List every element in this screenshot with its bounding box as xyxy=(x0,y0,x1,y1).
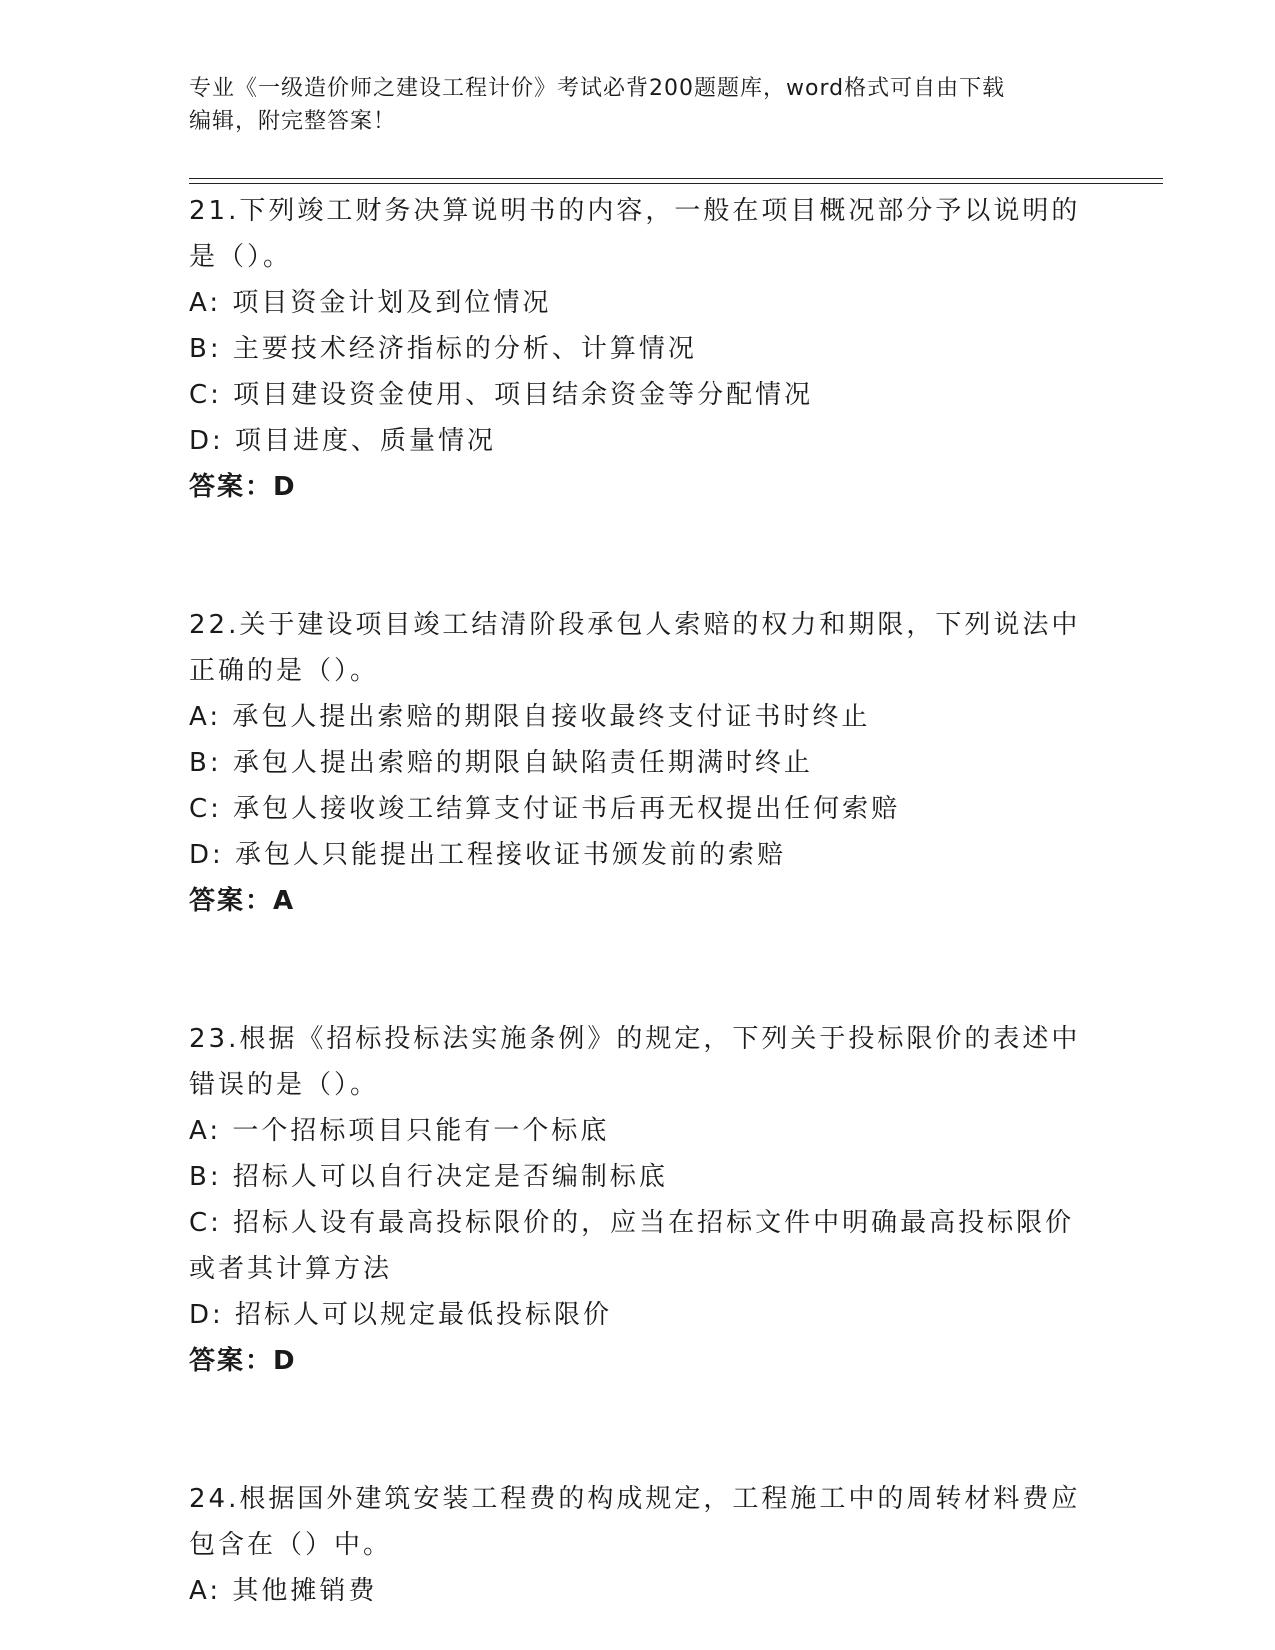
question-stem: 22.关于建设项目竣工结清阶段承包人索赔的权力和期限，下列说法中 xyxy=(189,610,1081,640)
question-stem-cont: 正确的是（）。 xyxy=(189,656,380,686)
option-a: A: 一个招标项目只能有一个标底 xyxy=(189,1116,610,1146)
question-stem: 21.下列竣工财务决算说明书的内容，一般在项目概况部分予以说明的 xyxy=(189,196,1081,226)
option-b: B: 承包人提出索赔的期限自缺陷责任期满时终止 xyxy=(189,748,813,778)
option-a: A: 其他摊销费 xyxy=(189,1576,378,1606)
question-list xyxy=(189,188,1089,1614)
option-a: A: 项目资金计划及到位情况 xyxy=(189,288,552,318)
question-23 xyxy=(189,1016,1089,1384)
question-22 xyxy=(189,602,1089,924)
option-d: D: 承包人只能提出工程接收证书颁发前的索赔 xyxy=(189,840,787,870)
option-d: D: 项目进度、质量情况 xyxy=(189,426,497,456)
question-stem-cont: 是（）。 xyxy=(189,242,293,272)
question-stem: 24.根据国外建筑安装工程费的构成规定，工程施工中的周转材料费应 xyxy=(189,1484,1081,1514)
header-line-2: 编辑，附完整答案！ xyxy=(189,109,397,134)
question-stem-cont: 包含在（）中。 xyxy=(189,1530,393,1560)
answer: 答案：A xyxy=(189,886,296,916)
question-24 xyxy=(189,1476,1089,1614)
question-stem: 23.根据《招标投标法实施条例》的规定，下列关于投标限价的表述中 xyxy=(189,1024,1081,1054)
option-c-cont: 或者其计算方法 xyxy=(189,1254,393,1284)
option-c: C: 招标人设有最高投标限价的，应当在招标文件中明确最高投标限价 xyxy=(189,1208,1075,1238)
question-21 xyxy=(189,188,1089,510)
option-c: C: 项目建设资金使用、项目结余资金等分配情况 xyxy=(189,380,814,410)
question-stem-cont: 错误的是（）。 xyxy=(189,1070,380,1100)
option-c: C: 承包人接收竣工结算支付证书后再无权提出任何索赔 xyxy=(189,794,901,824)
option-a: A: 承包人提出索赔的期限自接收最终支付证书时终止 xyxy=(189,702,871,732)
document-header xyxy=(189,72,1089,138)
option-b: B: 招标人可以自行决定是否编制标底 xyxy=(189,1162,668,1192)
header-divider-bottom xyxy=(189,183,1163,184)
answer: 答案：D xyxy=(189,472,297,502)
option-d: D: 招标人可以规定最低投标限价 xyxy=(189,1300,613,1330)
header-divider-top xyxy=(189,178,1163,179)
answer: 答案：D xyxy=(189,1346,297,1376)
header-line-1: 专业《一级造价师之建设工程计价》考试必背200题题库，word格式可自由下载 xyxy=(189,76,1006,101)
option-b: B: 主要技术经济指标的分析、计算情况 xyxy=(189,334,697,364)
